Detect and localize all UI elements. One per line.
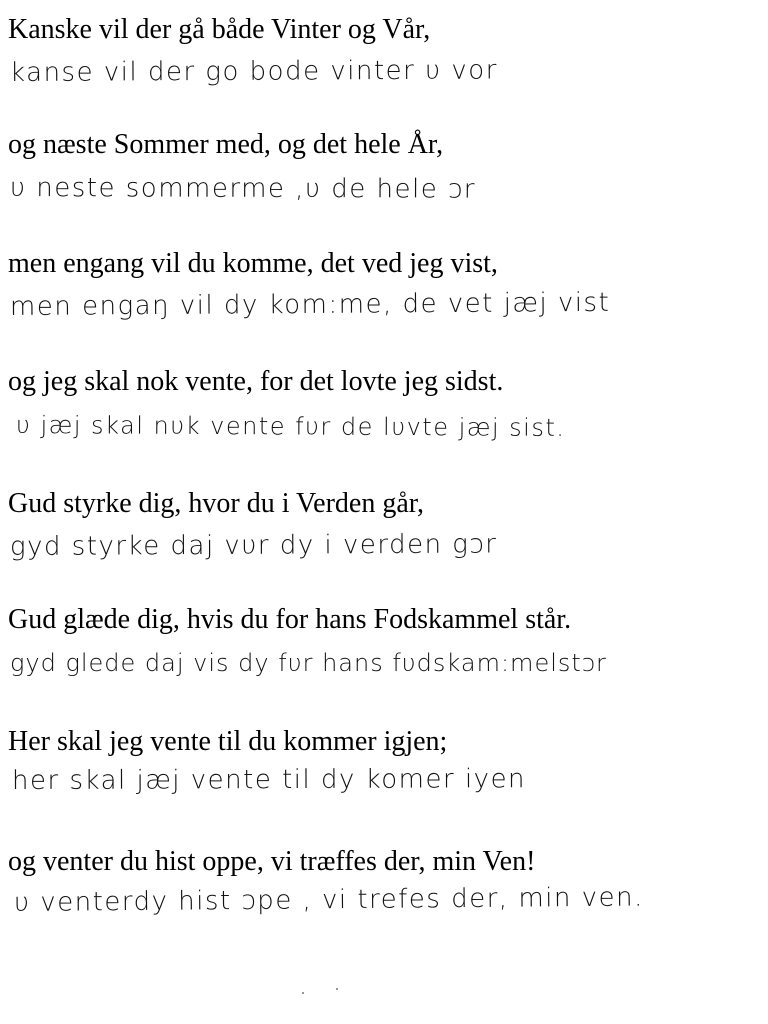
printed-line-3: men engang vil du komme, det ved jeg vist,	[8, 248, 498, 279]
phonetic-line-1: kanse vil der go bode vinter υ vor	[9, 55, 498, 88]
printed-line-1: Kanske vil der gå både Vinter og Vår,	[8, 14, 431, 45]
printed-line-2: og næste Sommer med, og det hele År,	[8, 129, 444, 160]
phonetic-line-5: gyd styrke daj vυr dy i verden gɔr	[9, 529, 498, 562]
printed-line-8: og venter du hist oppe, vi træffes der, min Ven!	[8, 846, 536, 877]
scan-speck	[336, 988, 338, 990]
printed-line-5: Gud styrke dig, hvor du i Verden går,	[8, 488, 424, 519]
scan-speck	[302, 992, 304, 994]
phonetic-line-6: gyd glede daj vis dy fυr hans fυdskam:melstɔr	[10, 649, 607, 677]
phonetic-line-7: her skal jæj vente til dy komer iyen	[11, 764, 527, 796]
phonetic-line-2: υ neste sommermе ,υ de hele ɔr	[9, 173, 477, 205]
printed-line-6: Gud glæde dig, hvis du for hans Fodskammel står.	[8, 604, 572, 635]
printed-line-7: Her skal jeg vente til du kommer igjen;	[8, 726, 448, 757]
phonetic-line-4: υ jæj skal nυk vente fυr de lυvte jæj sist.	[15, 411, 566, 442]
phonetic-line-8: υ venterdy hist ɔpe , vi trefes der, min ven.	[13, 882, 644, 918]
printed-line-4: og jeg skal nok vente, for det lovte jeg sidst.	[8, 366, 504, 397]
phonetic-line-3: men engaŋ vil dy kom:me, de vet jæj vist	[9, 287, 611, 322]
